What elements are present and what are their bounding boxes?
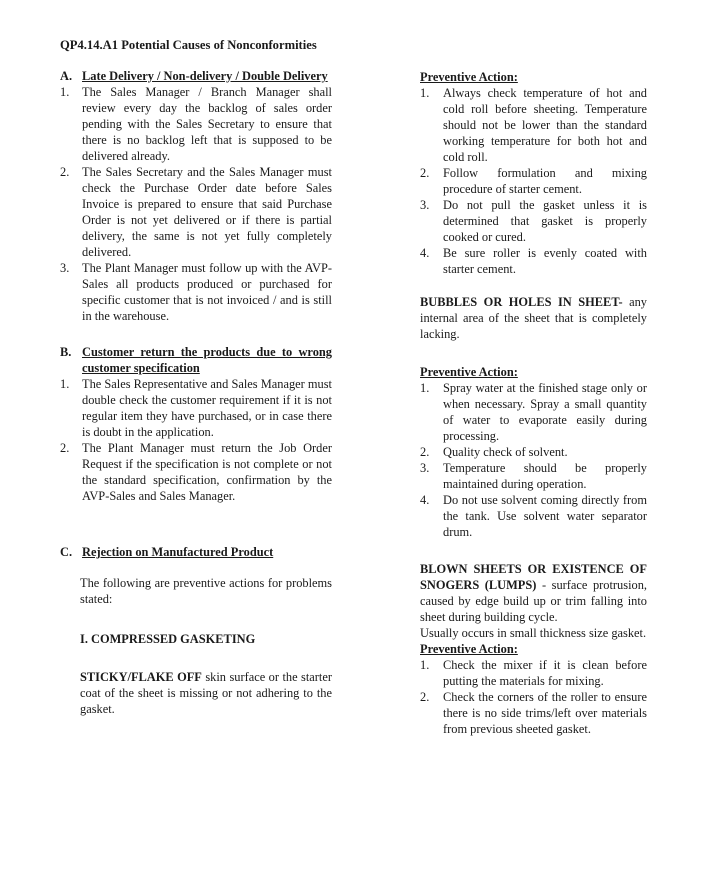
section-c-intro: The following are preventive actions for problems stated: — [80, 576, 332, 606]
item-number: 3. — [60, 261, 70, 275]
section-b-title: Customer return the products due to wrong customer specification — [82, 345, 332, 375]
list-item — [420, 689, 647, 737]
list-item — [420, 85, 647, 165]
list-item — [420, 444, 647, 460]
section-b-list — [60, 376, 332, 504]
item-text: Be sure roller is evenly coated with starter cement. — [443, 246, 647, 276]
section-a-letter: A. — [60, 69, 73, 83]
item-number: 1. — [420, 658, 430, 672]
item-text: Do not pull the gasket unless it is determined that gasket is properly cooked or cured. — [443, 198, 647, 244]
section-a-title: Late Delivery / Non-delivery / Double Delivery — [82, 69, 328, 83]
list-item — [60, 84, 332, 164]
blown-sheets-paragraph — [420, 561, 647, 625]
item-number: 2. — [420, 690, 430, 704]
right-column — [420, 69, 647, 737]
item-number: 2. — [60, 441, 70, 455]
item-number: 4. — [420, 493, 430, 507]
item-text: Temperature should be properly maintained during operation. — [443, 461, 647, 491]
bubbles-term: BUBBLES OR HOLES IN SHEET- — [420, 295, 623, 309]
left-column — [60, 68, 332, 717]
list-item — [60, 376, 332, 440]
item-number: 3. — [420, 461, 430, 475]
bubbles-description: any internal area of the sheet that is completely lacking. — [420, 295, 647, 341]
list-item — [420, 197, 647, 245]
item-text: The Sales Manager / Branch Manager shall review every day the backlog of sales order pending with the Sales Secretary to ensure that there is no backlog left that is supposed to be delivered already. — [82, 85, 332, 163]
blown-term: BLOWN SHEETS OR EXISTENCE OF SNOGERS (LUMPS) — [420, 562, 647, 592]
document-title: QP4.14.A1 Potential Causes of Nonconformities — [60, 38, 317, 52]
section-a-heading — [60, 68, 332, 84]
preventive-list-3 — [420, 657, 647, 737]
item-number: 1. — [60, 377, 70, 391]
item-number: 2. — [60, 165, 70, 179]
bubbles-paragraph — [420, 294, 647, 342]
list-item — [60, 440, 332, 504]
sticky-description: skin surface or the starter coat of the sheet is missing or not adhering to the gasket. — [80, 670, 332, 716]
item-text: Spray water at the finished stage only or when necessary. Spray a small quantity of water to evaporate easily during processing. — [443, 381, 647, 443]
item-number: 1. — [420, 381, 430, 395]
section-c-letter: C. — [60, 545, 73, 559]
list-item — [420, 492, 647, 540]
item-text: The Plant Manager must follow up with the AVP-Sales all products produced or purchased for specific customer that is not invoiced / and is still in the warehouse. — [82, 261, 332, 323]
list-item — [420, 460, 647, 492]
item-text: The Sales Secretary and the Sales Manager must check the Purchase Order date before Sales Invoice is prepared to ensure that said Purchase Order is not yet delivered or if there is partial delivery, the same is not yet fully completely delivered. — [82, 165, 332, 259]
list-item — [60, 260, 332, 324]
item-text: Check the mixer if it is clean before putting the materials for mixing. — [443, 658, 647, 688]
preventive-list-2 — [420, 380, 647, 540]
section-a-list — [60, 84, 332, 324]
list-item — [420, 380, 647, 444]
item-number: 2. — [420, 445, 430, 459]
list-item — [420, 245, 647, 277]
item-text: Follow formulation and mixing procedure of starter cement. — [443, 166, 647, 196]
item-text: Quality check of solvent. — [443, 445, 568, 459]
section-c-title: Rejection on Manufactured Product — [82, 545, 274, 559]
preventive-action-heading: Preventive Action: — [420, 642, 518, 656]
item-number: 1. — [420, 86, 430, 100]
sticky-flake-off-paragraph — [60, 669, 332, 717]
section-b-heading — [60, 344, 332, 376]
item-number: 4. — [420, 246, 430, 260]
item-number: 3. — [420, 198, 430, 212]
item-number: 2. — [420, 166, 430, 180]
item-text: Check the corners of the roller to ensure there is no side trims/left over materials from previous sheeted gasket. — [443, 690, 647, 736]
compressed-gasketing-heading: I. COMPRESSED GASKETING — [80, 632, 256, 646]
sticky-term: STICKY/FLAKE OFF — [80, 670, 202, 684]
section-c-heading — [60, 544, 332, 560]
item-text: The Plant Manager must return the Job Order Request if the specification is not complete or not the standard specification, confirmation by the AVP-Sales and Sales Manager. — [82, 441, 332, 503]
list-item — [420, 657, 647, 689]
item-text: The Sales Representative and Sales Manager must double check the customer requirement if it is not regular item they have purchased, or in case there is doubt in the application. — [82, 377, 332, 439]
section-b-letter: B. — [60, 345, 72, 359]
list-item — [420, 165, 647, 197]
blown-description: - surface protrusion, caused by edge build up or trim falling into sheet during building cycle. — [420, 578, 647, 624]
list-item — [60, 164, 332, 260]
blown-note: Usually occurs in small thickness size gasket. — [420, 626, 647, 640]
item-text: Always check temperature of hot and cold roll before sheeting. Temperature should not be lower than the standard working temperature for both hot and cold roll. — [443, 86, 647, 164]
item-text: Do not use solvent coming directly from the tank. Use solvent water separator drum. — [443, 493, 647, 539]
item-number: 1. — [60, 85, 70, 99]
preventive-list-1 — [420, 85, 647, 277]
preventive-action-heading: Preventive Action: — [420, 365, 518, 379]
preventive-action-heading: Preventive Action: — [420, 70, 518, 84]
